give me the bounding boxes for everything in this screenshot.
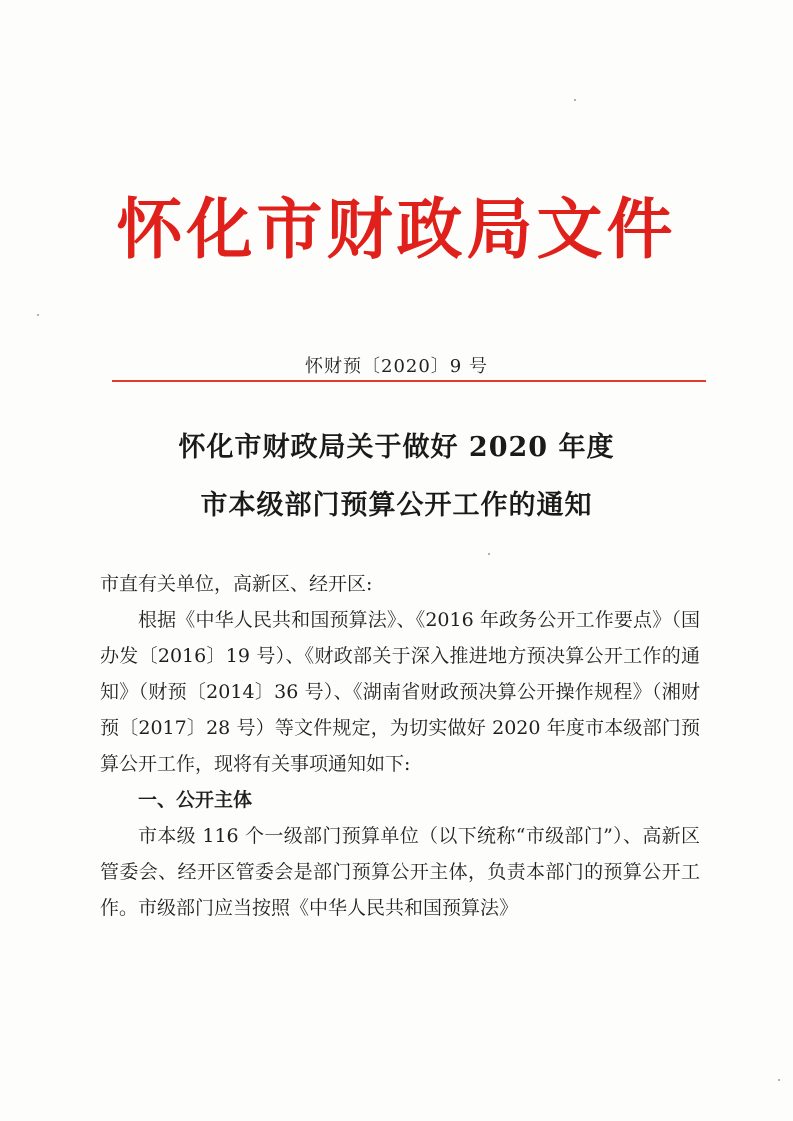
- paragraph-basis: 根据《中华人民共和国预算法》、《2016 年政务公开工作要点》（国办发〔2016〕19 号）、《财政部关于深入推进地方预决算公开工作的通知》（财预〔2014〕36 号）、《湖南省财政预决算公开操作规程》（湘财预〔2017〕28 号）等文件规定，为切实做好 2020 年度市本级部门预算公开工作，现将有关事项通知如下:: [100, 609, 700, 775]
- masthead-title: 怀化市财政局文件: [116, 191, 677, 268]
- notice-title-line-1: 怀化市财政局关于做好 2020 年度: [178, 432, 615, 463]
- scan-speck: [778, 1079, 780, 1081]
- salutation: 市直有关单位，高新区、经开区:: [100, 573, 373, 595]
- document-number: 怀财预〔2020〕9 号: [305, 356, 488, 377]
- red-divider-line: [112, 380, 706, 382]
- scan-speck: [37, 314, 39, 316]
- paragraph-subject: 市本级 116 个一级部门预算单位（以下统称“市级部门”）、高新区管委会、经开区管委会是部门预算公开主体，负责本部门的预算公开工作。市级部门应当按照《中华人民共和国预算法》: [100, 825, 700, 919]
- scan-speck: [574, 99, 576, 101]
- notice-title-line-2: 市本级部门预算公开工作的通知: [200, 490, 593, 521]
- scan-speck: [488, 553, 490, 555]
- notice-body: [100, 566, 700, 926]
- section-heading-1: 一、公开主体: [138, 789, 253, 811]
